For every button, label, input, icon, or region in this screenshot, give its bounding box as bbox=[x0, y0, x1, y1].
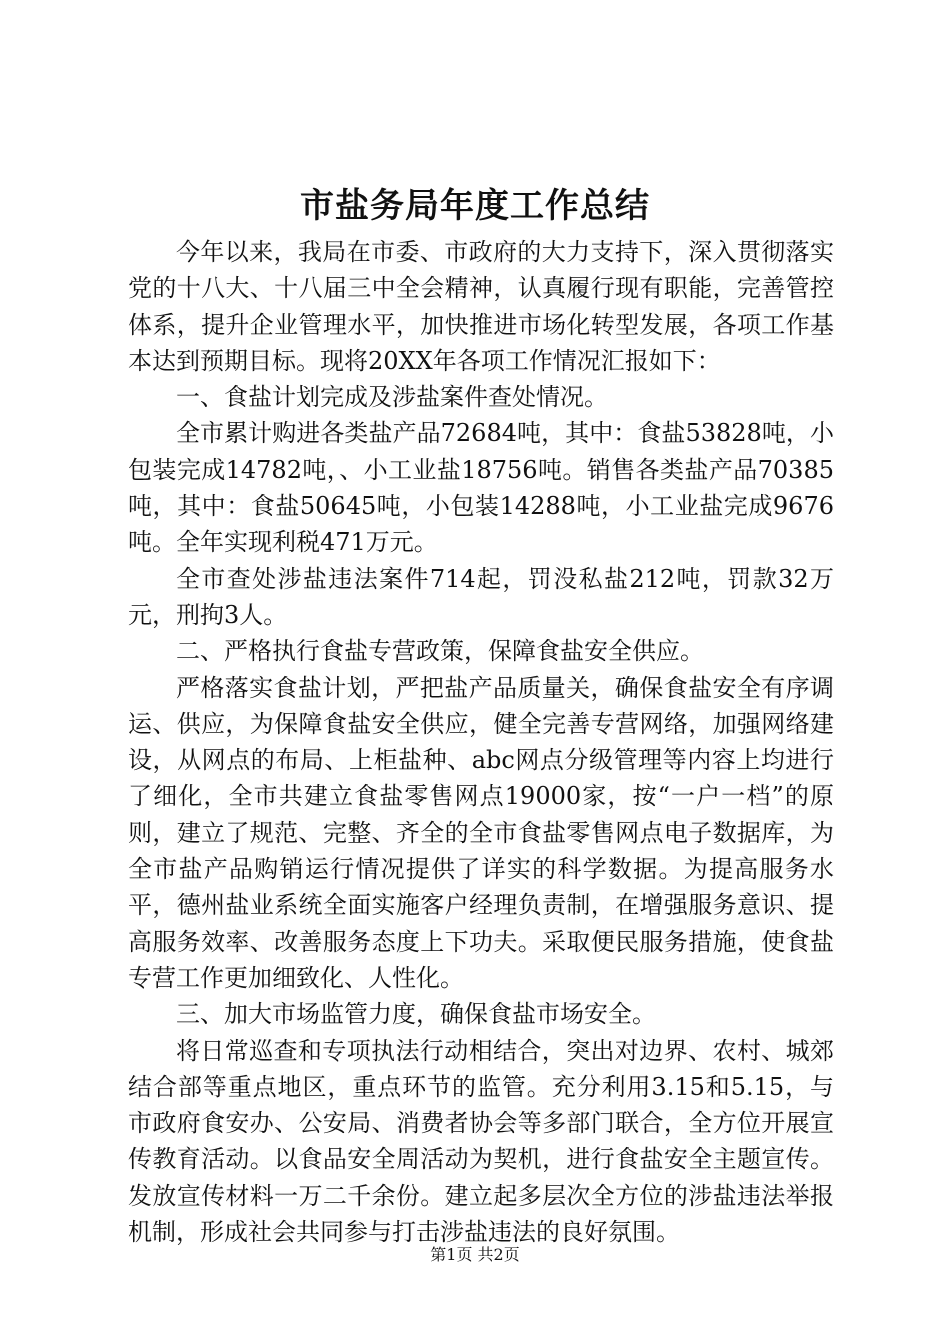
body-paragraph: 全市查处涉盐违法案件714起，罚没私盐212吨，罚款32万元，刑拘3人。 bbox=[128, 564, 834, 629]
body-paragraph: 将日常巡查和专项执法行动相结合，突出对边界、农村、城郊结合部等重点地区，重点环节的监管。充分利用3.15和5.15，与市政府食安办、公安局、消费者协会等多部门联合，全方位开展宣传教育活动。以食品安全周活动为契机，进行食盐安全主题宣传。发放宣传材料一万二千余份。建立起多层次全方位的涉盐违法举报机制，形成社会共同参与打击涉盐违法的良好氛围。 bbox=[128, 1036, 834, 1247]
intro-paragraph: 今年以来，我局在市委、市政府的大力支持下，深入贯彻落实党的十八大、十八届三中全会精神，认真履行现有职能，完善管控体系，提升企业管理水平，加快推进市场化转型发展，各项工作基本达到预期目标。现将20XX年各项工作情况汇报如下： bbox=[128, 238, 834, 375]
page-footer: 第1页 共2页 bbox=[430, 1245, 520, 1264]
section-heading-3: 三、加大市场监管力度，确保食盐市场安全。 bbox=[176, 1000, 656, 1029]
section-heading-2: 二、严格执行食盐专营政策，保障食盐安全供应。 bbox=[176, 637, 704, 666]
document-body bbox=[128, 234, 834, 1250]
section-heading-1: 一、食盐计划完成及涉盐案件查处情况。 bbox=[176, 383, 608, 412]
body-paragraph: 严格落实食盐计划，严把盐产品质量关，确保食盐安全有序调运、供应，为保障食盐安全供应，健全完善专营网络，加强网络建设，从网点的布局、上柜盐种、abc网点分级管理等内容上均进行了细化，全市共建立食盐零售网点19000家，按“一户一档”的原则，建立了规范、完整、齐全的全市食盐零售网点电子数据库，为全市盐产品购销运行情况提供了详实的科学数据。为提高服务水平，德州盐业系统全面实施客户经理负责制，在增强服务意识、提高服务效率、改善服务态度上下功夫。采取便民服务措施，使食盐专营工作更加细致化、人性化。 bbox=[128, 673, 834, 992]
body-paragraph: 全市累计购进各类盐产品72684吨，其中：食盐53828吨，小包装完成14782吨，、小工业盐18756吨。销售各类盐产品70385吨，其中：食盐50645吨，小包装14288吨，小工业盐完成9676吨。全年实现利税471万元。 bbox=[128, 419, 834, 557]
document-title: 市盐务局年度工作总结 bbox=[300, 186, 650, 226]
